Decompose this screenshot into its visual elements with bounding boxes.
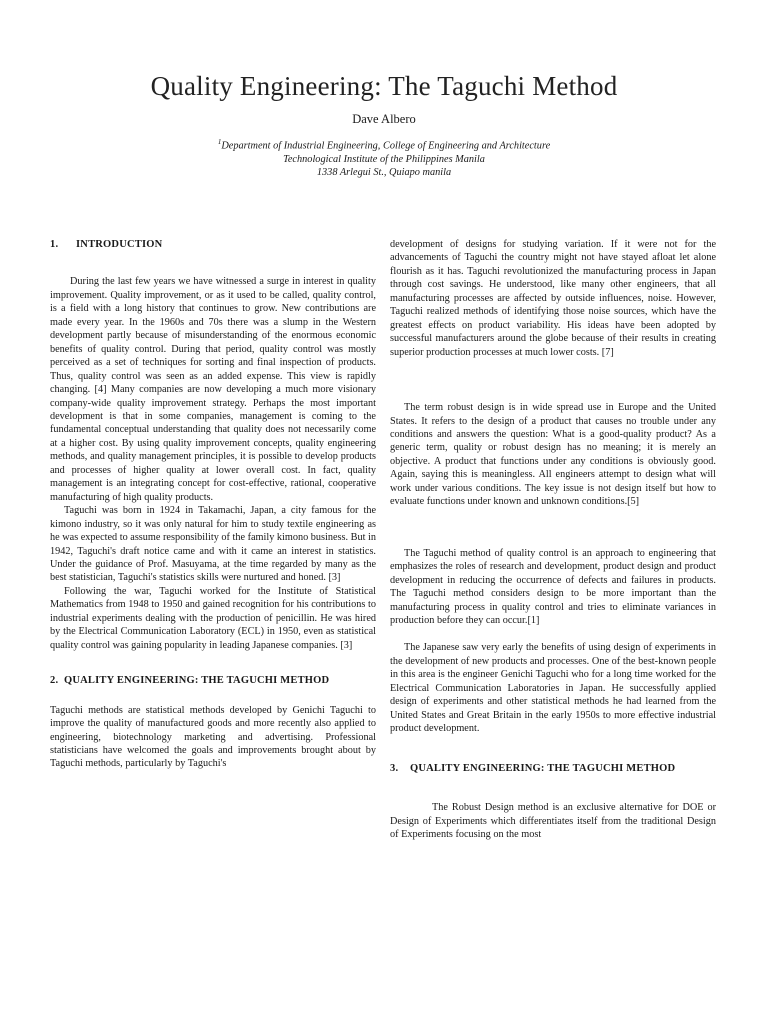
intro-paragraph-3: Following the war, Taguchi worked for the Institute of Statistical Mathematics from 1948 to 1950 and gained recognition for his contributions to industrial experiments dealing with the production of penicillin. He was hired by the Electrical Communication Laboratory (ECL) in 1950, even as statistical quality control was gaining popularity in leading Japanese companies. [3] [50, 585, 376, 651]
affiliation-superscript: 1 [217, 138, 222, 146]
paper-title: Quality Engineering: The Taguchi Method [150, 71, 618, 101]
intro-paragraph-1: During the last few years we have witnessed a surge in interest in quality improvement. Quality improvement, or as it used to be called, quality control, is a field with a long history that continues to grow. New contributions are made every year. In the 1960s and 70s there was a slump in the Western development partly because of misunderstanding of the enormous economic benefits of quality control. During that period, quality control was mostly perceived as a set of techniques for sorting and final inspection of products. Thus, quality control was seen as an added expense. This view is rapidly changing. [4] Many companies are now developing a much more visionary company-wide quality improvement strategy. Perhaps the most important development is that in some companies, management is coming to the fundamental conceptual understanding that quality does not necessarily come at a higher cost. By using quality improvement concepts, quality engineering methods, and quality management principles, it is possible to develop products and processes of higher quality at lower overall cost. In fact, quality management is an integrating concept for cost-effective, rational, cooperative manufacturing of high quality products. [50, 276, 376, 503]
section-3-heading [390, 762, 716, 775]
affiliation-line-2: Technological Institute of the Philippines Manila [283, 153, 485, 165]
affiliation-line-3: 1338 Arlegui St., Quiapo manila [316, 167, 452, 179]
author-name: Dave Albero [352, 112, 416, 126]
right-paragraph-3: The Taguchi method of quality control is an approach to engineering that emphasizes the roles of research and development, product design and product development in reducing the occurrence of defects and failures in products. The Taguchi method considers design to be more important than the manufacturing process in quality control and tries to eliminate variances in production before they can occur.[1] [390, 547, 716, 626]
section-3-number: 3. [390, 762, 399, 774]
section-2-title: QUALITY ENGINEERING: THE TAGUCHI METHOD [64, 675, 330, 687]
right-paragraph-1: development of designs for studying variation. If it were not for the advancements of Taguchi the country might not have stayed afloat let alone flourish as it has. Taguchi revolutionized the manufacturing process in Japan through cost savings. He understood, like many other engineers, that all manufacturing processes are affected by outside influences, noise. However, Taguchi realized methods of identifying those noise sources, which have the greatest effects on product variability. His ideas have been adopted by successful manufacturers around the globe because of their results in creating superior production processes at much lower costs. [7] [390, 239, 716, 358]
section-2-paragraph-1: Taguchi methods are statistical methods developed by Genichi Taguchi to improve the quality of manufactured goods and more recently also applied to engineering, biotechnology marketing and advertising. Professional statisticians have welcomed the goals and improvements brought about by Taguchi methods, particularly by Taguchi's [50, 704, 376, 770]
section-1-title: INTRODUCTION [76, 239, 163, 250]
affiliation-text-1: Department of Industrial Engineering, College of Engineering and Architecture [221, 140, 551, 152]
right-paragraph-2: The term robust design is in wide spread use in Europe and the United States. It refers to the design of a product that causes no trouble under any conditions and answers the question: What is a good-quality product? As a generic term, quality or robust design has no meaning; it is merely an objective. A product that functions under any conditions is obviously good. Again, saying this is meaningless. All engineers attempt to design what will work under various conditions. The key issue is not design itself but how to evaluate functions under known and unknown conditions.[5] [390, 402, 716, 508]
section-3-title: QUALITY ENGINEERING: THE TAGUCHI METHOD [410, 762, 676, 774]
section-2-heading [50, 674, 376, 687]
section-1-heading [50, 238, 376, 251]
affiliation [0, 136, 768, 180]
section-3-paragraph-1: The Robust Design method is an exclusive alternative for DOE or Design of Experiments which differentiates itself from the traditional Design of Experiments focusing on the most [390, 802, 716, 840]
section-1-number: 1. [50, 239, 59, 250]
intro-paragraph-2: Taguchi was born in 1924 in Takamachi, Japan, a city famous for the kimono industry, so it was only natural for him to study textile engineering as he was expected to assume responsibility of the family kimono business. But in 1942, Taguchi's draft notice came and with it came an interest in statistics. Under the guidance of Prof. Masuyama, at the time regarded by many as the best statistician, Taguchi's statistics skills were nurtured and honed. [3] [50, 505, 376, 584]
affiliation-line-1 [0, 136, 768, 153]
right-paragraph-4: The Japanese saw very early the benefits of using design of experiments in the development of new products and processes. One of the best-known people in this area is the engineer Genichi Taguchi who for a long time worked for the Electrical Communication Laboratories in Japan. He successfully applied design of experiments and other statistical methods he had learned from the United States and Great Britain in the early 1950s to more effective industrial product development. [390, 642, 716, 735]
left-column [50, 238, 376, 771]
right-column [390, 238, 716, 841]
section-2-number: 2. [50, 675, 59, 687]
